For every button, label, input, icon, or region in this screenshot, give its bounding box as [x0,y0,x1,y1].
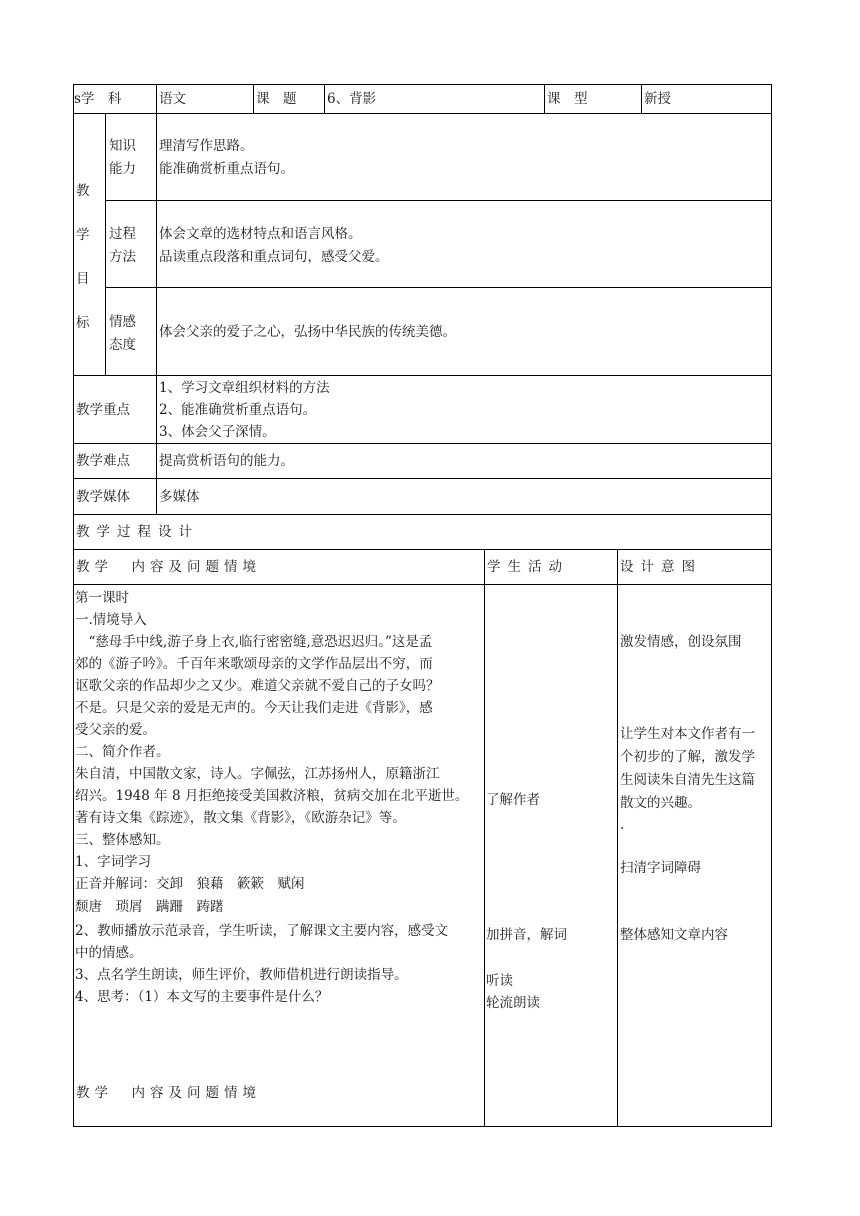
rule [73,584,772,585]
content-line: 郊的《游子吟》。千百年来歌颂母亲的文学作品层出不穷，而 [75,656,433,672]
process-content: 品读重点段落和重点词句，感受父爱。 [159,249,389,265]
key-point-item: 1、学习文章组织材料的方法 [159,380,330,396]
rule [156,84,157,515]
intent-item: 散文的兴趣。 [620,795,701,811]
subject-label: s学 科 [74,91,122,107]
content-line: 朱自清，中国散文家，诗人。字佩弦，江苏扬州人，原籍浙江 [75,766,440,782]
rule [73,84,74,1127]
rule [641,84,642,114]
content-line: 中的情感。 [75,945,143,961]
content-line: “慈母手中线,游子身上衣,临行密密缝,意恐迟迟归。”这是孟 [75,634,433,650]
rule [484,549,485,1127]
rule [771,84,772,1127]
difficulty-label: 教学难点 [76,453,130,469]
goals-label-char: 标 [76,315,90,331]
media-label: 教学媒体 [76,489,130,505]
intent-item: 个初步的了解，激发学 [620,749,755,765]
content-line: 第一课时 [75,590,129,606]
knowledge-label: 知识 [109,138,136,154]
student-activity: 加拼音，解词 [486,927,567,943]
process-label: 方法 [109,249,136,265]
content-line: 讴歌父亲的作品却少之又少。难道父亲就不爱自己的子女吗？ [75,678,440,694]
process-design-title: 教学过程设计 [76,524,199,540]
intent-item: 生阅读朱自清先生这篇 [620,772,755,788]
key-points-label: 教学重点 [76,402,130,418]
content-line: 3、点名学生朗读，师生评价，教师借机进行朗读指导。 [75,967,408,983]
topic-value: 6、背影 [327,91,377,107]
rule [253,84,254,114]
rule [73,549,772,550]
rule [73,375,772,376]
content-line: 二、简介作者。 [75,744,170,760]
column-intent-header: 设计意图 [620,559,702,575]
difficulty-value: 提高赏析语句的能力。 [159,453,294,469]
content-line: 正音并解词：交卸 狼藉 簌簌 赋闲 [75,876,305,892]
rule [105,287,772,288]
type-value: 新授 [644,91,671,107]
column-student-header: 学生活动 [487,559,569,575]
content-line: 一.情境导入 [75,612,147,628]
rule [73,113,772,114]
process-content: 体会文章的选材特点和语言风格。 [159,226,362,242]
type-label: 课 型 [547,91,588,107]
student-activity: 了解作者 [486,792,540,808]
goals-label-char: 学 [76,227,90,243]
intent-dot: . [620,817,625,833]
content-line: 不是。只是父亲的爱是无声的。今天让我们走进《背影》，感 [75,700,433,716]
rule [617,549,618,1127]
content-line: 颓唐 琐屑 蹒跚 踌躇 [75,899,224,915]
goals-label-char: 教 [76,183,90,199]
intent-item: 让学生对本文作者有一 [620,726,755,742]
intent-item: 整体感知文章内容 [620,927,728,943]
rule [73,514,772,515]
key-point-item: 2、能准确赏析重点语句。 [159,402,317,418]
media-value: 多媒体 [159,489,200,505]
knowledge-content: 能准确赏析重点语句。 [159,161,294,177]
content-line: 2、教师播放示范录音，学生听读，了解课文主要内容，感受文 [75,923,449,939]
content-line: 三、整体感知。 [75,832,170,848]
content-line: 4、思考：（1）本文写的主要事件是什么？ [75,989,329,1005]
rule [73,84,772,85]
content-line: 绍兴。1948 年 8 月拒绝接受美国救济粮，贫病交加在北平逝世。 [75,788,469,804]
rule [324,84,325,114]
emotion-label: 态度 [109,337,136,353]
column-content-header: 教学 内容及问题情境 [76,559,261,575]
rule [73,1126,772,1127]
rule [544,84,545,114]
rule [105,113,106,376]
process-label: 过程 [109,226,136,242]
goals-label-char: 目 [76,271,90,287]
subject-value: 语文 [159,91,186,107]
student-activity: 听读 [486,973,513,989]
emotion-content: 体会父亲的爱子之心，弘扬中华民族的传统美德。 [159,324,456,340]
intent-item: 扫清字词障碍 [620,860,701,876]
rule [105,200,772,201]
content-line: 著有诗文集《踪迹》，散文集《背影》，《欧游杂记》等。 [75,810,406,826]
topic-label: 课 题 [256,91,297,107]
emotion-label: 情感 [109,314,136,330]
knowledge-label: 能力 [109,161,136,177]
rule [73,478,772,479]
content-line: 1、字词学习 [75,854,152,870]
knowledge-content: 理清写作思路。 [159,138,254,154]
key-point-item: 3、体会父子深情。 [159,424,276,440]
student-activity: 轮流朗读 [486,995,540,1011]
content-line: 受父亲的爱。 [75,722,156,738]
intent-item: 激发情感，创设氛围 [620,634,742,650]
content-footer-header: 教学 内容及问题情境 [76,1085,261,1101]
